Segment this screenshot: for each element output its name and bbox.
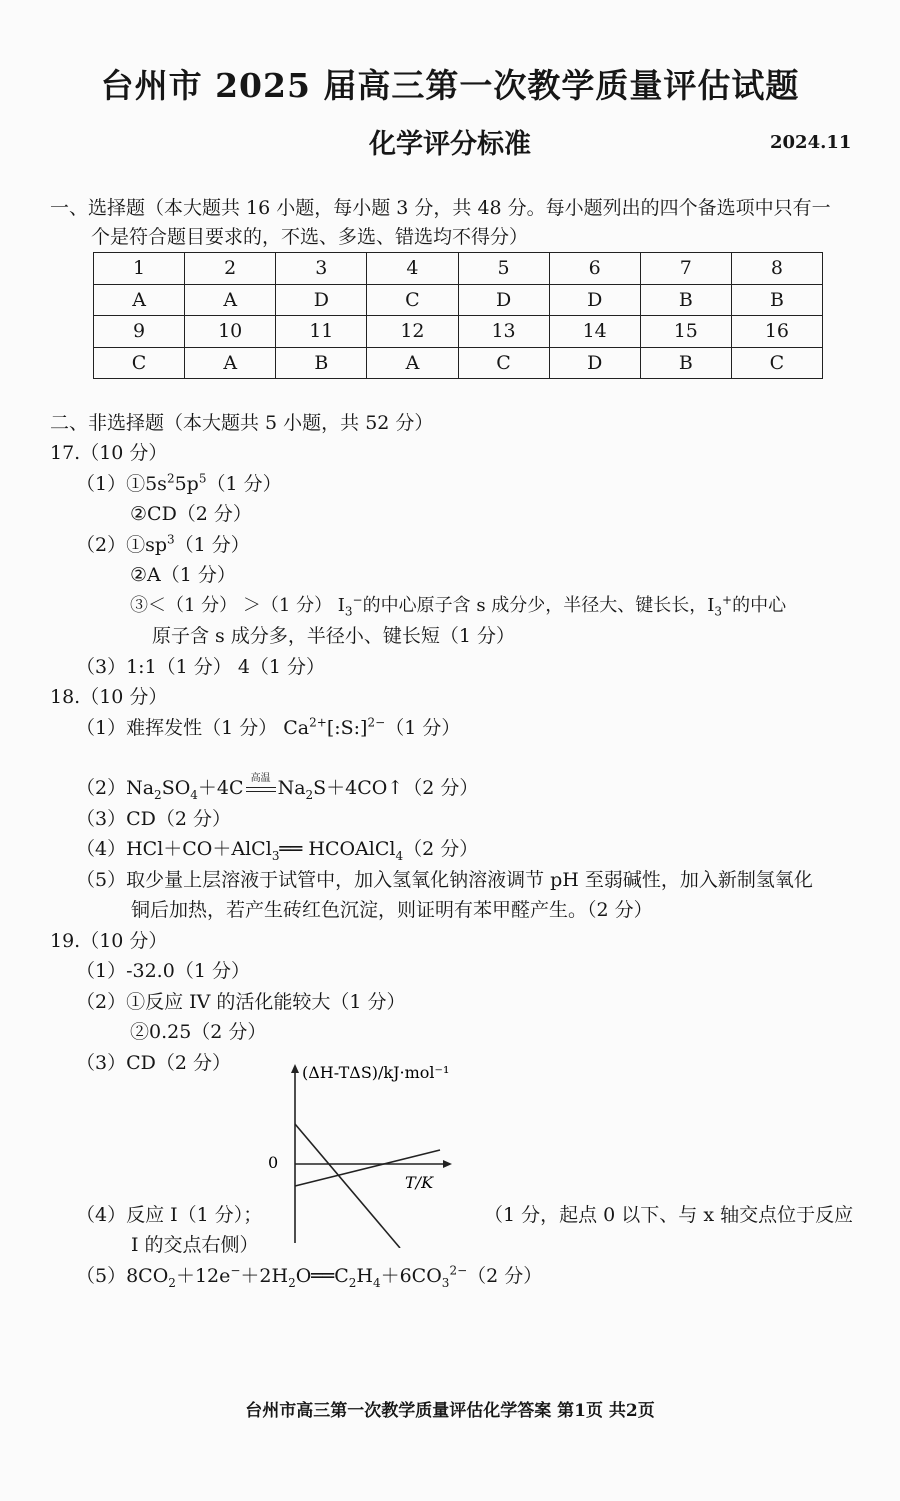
q17-answer-2-3: ③＜（1 分） ＞（1 分） $I_3^-$的中心原子含 s 成分少，半径大、键长长，$I_3^+$的中心 — [130, 593, 787, 619]
table-cell: 16 — [731, 316, 822, 348]
table-row — [94, 253, 823, 285]
table-cell: B — [640, 284, 731, 316]
table-cell: C — [94, 347, 185, 379]
q17-answer-3: （3）1:1（1 分） 4（1 分） — [76, 656, 326, 678]
q18-answer-1: （1）难挥发性（1 分） $Ca^{2+}[:S:]^{2-}(1$ 分） — [76, 715, 461, 739]
q19-answer-5: $(5)8CO_2+12e^-+2H_2O══C_2H_4+6CO_3^{2-}(2$ 分） — [76, 1263, 543, 1290]
table-cell: C — [367, 284, 458, 316]
table-cell: 11 — [276, 316, 367, 348]
q18-answer-5-cont: 铜后加热，若产生砖红色沉淀，则证明有苯甲醛产生。（2 分） — [131, 899, 653, 921]
table-cell: 5 — [458, 253, 549, 285]
q17-answer-2-1: $(2)①sp^3(1$ 分） — [76, 532, 250, 556]
q19-answer-4: （4）反应 I（1 分）； — [76, 1204, 263, 1226]
graph-x-label: T/K — [405, 1173, 434, 1192]
section2-heading: 二、非选择题（本大题共 5 小题，共 52 分） — [50, 412, 434, 434]
table-cell: 14 — [549, 316, 640, 348]
table-cell: 13 — [458, 316, 549, 348]
gibbs-energy-graph — [240, 1058, 470, 1248]
table-cell: 7 — [640, 253, 731, 285]
table-cell: 9 — [94, 316, 185, 348]
table-cell: 1 — [94, 253, 185, 285]
table-row — [94, 347, 823, 379]
q17-heading: 17.（10 分） — [50, 442, 168, 464]
table-cell: D — [549, 347, 640, 379]
table-cell: 6 — [549, 253, 640, 285]
graph-y-arrow — [291, 1064, 299, 1073]
table-cell: D — [549, 284, 640, 316]
table-cell: 8 — [731, 253, 822, 285]
graph-y-label: (ΔH-TΔS)/kJ·mol⁻¹ — [302, 1063, 450, 1082]
table-cell: A — [185, 284, 276, 316]
table-cell: 4 — [367, 253, 458, 285]
q17-answer-2-3-cont: 原子含 s 成分多，半径小、键长短（1 分） — [152, 625, 515, 647]
section1-instructions-line2: 个是符合题目要求的，不选、多选、错选均不得分） — [91, 226, 529, 248]
graph-x-arrow — [443, 1160, 452, 1168]
q19-answer-3: （3）CD（2 分） — [76, 1052, 231, 1074]
q17-answer-1-2: ②CD（2 分） — [130, 503, 252, 525]
table-row — [94, 284, 823, 316]
q19-answer-4-note: （1 分，起点 0 以下、与 x 轴交点位于反应 — [484, 1204, 854, 1226]
q19-answer-2-2: ②0.25（2 分） — [130, 1021, 267, 1043]
table-cell: A — [94, 284, 185, 316]
table-cell: C — [458, 347, 549, 379]
page-title: 台州市 2025 届高三第一次教学质量评估试题 — [100, 66, 800, 105]
q18-heading: 18.（10 分） — [50, 686, 168, 708]
table-cell: 15 — [640, 316, 731, 348]
table-cell: A — [185, 347, 276, 379]
table-cell: D — [458, 284, 549, 316]
reaction-i-line — [295, 1124, 400, 1248]
table-cell: D — [276, 284, 367, 316]
table-cell: B — [731, 284, 822, 316]
table-row — [94, 316, 823, 348]
q18-answer-3: （3）CD（2 分） — [76, 808, 231, 830]
table-cell: 12 — [367, 316, 458, 348]
q18-answer-4: （4）HCl＋CO＋AlCl$_3$══ HCOAlCl$_4$（2 分） — [76, 838, 479, 863]
page-footer: 台州市高三第一次教学质量评估化学答案 第1页 共2页 — [245, 1401, 655, 1421]
reaction-condition-arrow: 高温 — [244, 787, 278, 792]
q18-answer-2: $(2)Na_2SO_4+4C$ 高温 $Na_2S+4CO↑(2$ 分） — [76, 772, 479, 802]
q19-answer-1: （1）-32.0（1 分） — [76, 960, 250, 982]
q19-answer-4-note-cont: I 的交点右侧） — [131, 1234, 259, 1256]
page-subtitle: 化学评分标准 — [369, 129, 531, 160]
q17-answer-1-1: $(1)①5s^25p^5(1$ 分） — [76, 471, 282, 495]
table-cell: 10 — [185, 316, 276, 348]
table-cell: C — [731, 347, 822, 379]
table-cell: 2 — [185, 253, 276, 285]
exam-date: 2024.11 — [770, 132, 852, 153]
q19-answer-2-1: （2）①反应 IV 的活化能较大（1 分） — [76, 991, 406, 1013]
section1-instructions-line1: 一、选择题（本大题共 16 小题，每小题 3 分，共 48 分。每小题列出的四个备选项中只有一 — [50, 197, 831, 219]
table-cell: B — [276, 347, 367, 379]
q18-answer-5: （5）取少量上层溶液于试管中，加入氢氧化钠溶液调节 pH 至弱碱性，加入新制氢氧化 — [76, 869, 813, 891]
table-cell: B — [640, 347, 731, 379]
q19-heading: 19.（10 分） — [50, 930, 168, 952]
table-cell: A — [367, 347, 458, 379]
graph-origin-label: 0 — [268, 1153, 279, 1172]
answer-table — [93, 252, 823, 379]
q17-answer-2-2: ②A（1 分） — [130, 564, 236, 586]
table-cell: 3 — [276, 253, 367, 285]
